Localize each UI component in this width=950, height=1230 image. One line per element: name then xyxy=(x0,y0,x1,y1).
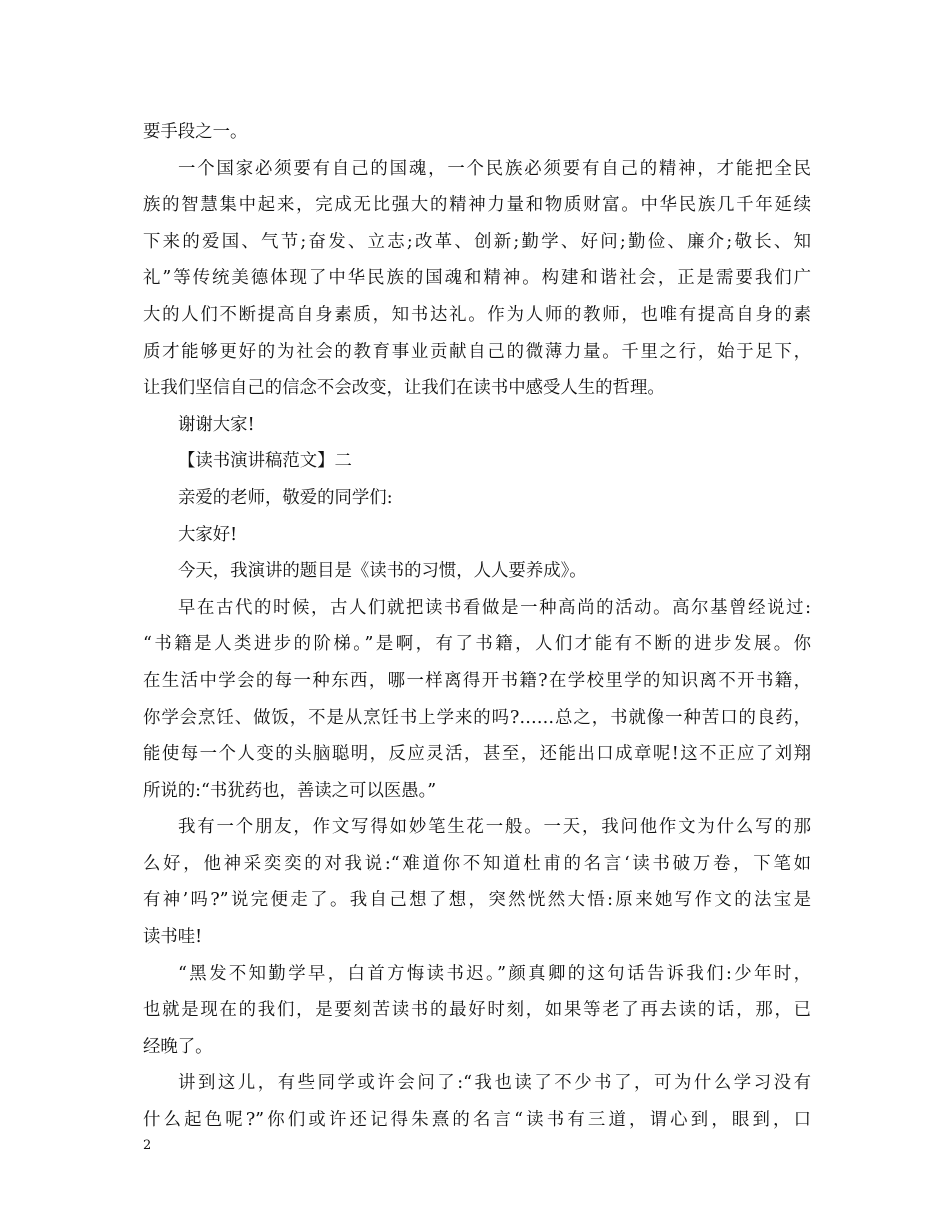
text-line: 亲爱的老师，敬爱的同学们: xyxy=(178,487,393,508)
text-line: 我有一个朋友，作文写得如妙笔生花一般。一天，我问他作文为什么写的那 xyxy=(178,817,811,838)
text-line: 谢谢大家! xyxy=(178,414,255,435)
text-line: 所说的:“书犹药也，善读之可以医愚。” xyxy=(143,780,437,801)
text-line: 什么起色呢?”你们或许还记得朱熹的名言“读书有三道，谓心到，眼到，口 xyxy=(143,1110,811,1131)
text-line: 礼”等传统美德体现了中华民族的国魂和精神。构建和谐社会，正是需要我们广 xyxy=(143,268,811,289)
text-line: “书籍是人类进步的阶梯。”是啊，有了书籍，人们才能有不断的进步发展。你 xyxy=(143,634,811,655)
text-line: 早在古代的时候，古人们就把读书看做是一种高尚的活动。高尔基曾经说过: xyxy=(178,597,811,618)
text-line: 下来的爱国、气节;奋发、立志;改革、创新;勤学、好问;勤俭、廉介;敬长、知 xyxy=(143,231,811,252)
text-line: 要手段之一。 xyxy=(143,122,248,142)
text-line: 【读书演讲稿范文】二 xyxy=(178,451,352,472)
text-line: 在生活中学会的每一种东西，哪一样离得开书籍?在学校里学的知识离不开书籍， xyxy=(143,670,811,691)
text-line: 让我们坚信自己的信念不会改变，让我们在读书中感受人生的哲理。 xyxy=(143,378,665,399)
text-line: 你学会烹饪、做饭，不是从烹饪书上学来的吗?……总之，书就像一种苦口的良药， xyxy=(143,707,811,728)
text-line: 能使每一个人变的头脑聪明，反应灵活，甚至，还能出口成章呢!这不正应了刘翔 xyxy=(143,744,811,765)
text-line: 今天，我演讲的题目是《读书的习惯，人人要养成》。 xyxy=(178,561,587,582)
text-line: 族的智慧集中起来，完成无比强大的精神力量和物质财富。中华民族几千年延续 xyxy=(143,195,811,216)
text-line: “黑发不知勤学早，白首方悔读书迟。”颜真卿的这句话告诉我们:少年时， xyxy=(178,963,811,984)
body-text xyxy=(143,114,811,1139)
text-line: 么好，他神采奕奕的对我说:“难道你不知道杜甫的名言‘读书破万卷，下笔如 xyxy=(143,853,811,874)
text-line: 一个国家必须要有自己的国魂，一个民族必须要有自己的精神，才能把全民 xyxy=(178,158,811,179)
text-line: 经晚了。 xyxy=(143,1036,213,1057)
text-line: 质才能够更好的为社会的教育事业贡献自己的微薄力量。千里之行，始于足下， xyxy=(143,341,811,362)
text-line: 大家好! xyxy=(178,524,238,545)
page-number: 2 xyxy=(143,1138,152,1153)
text-line: 读书哇! xyxy=(143,927,203,948)
text-line: 讲到这儿，有些同学或许会问了:“我也读了不少书了，可为什么学习没有 xyxy=(178,1073,811,1094)
text-line: 大的人们不断提高自身素质，知书达礼。作为人师的教师，也唯有提高自身的素 xyxy=(143,304,811,325)
text-line: 有神’吗?”说完便走了。我自己想了想，突然恍然大悟:原来她写作文的法宝是 xyxy=(143,890,811,911)
text-line: 也就是现在的我们，是要刻苦读书的最好时刻，如果等老了再去读的话，那，已 xyxy=(143,1000,811,1021)
